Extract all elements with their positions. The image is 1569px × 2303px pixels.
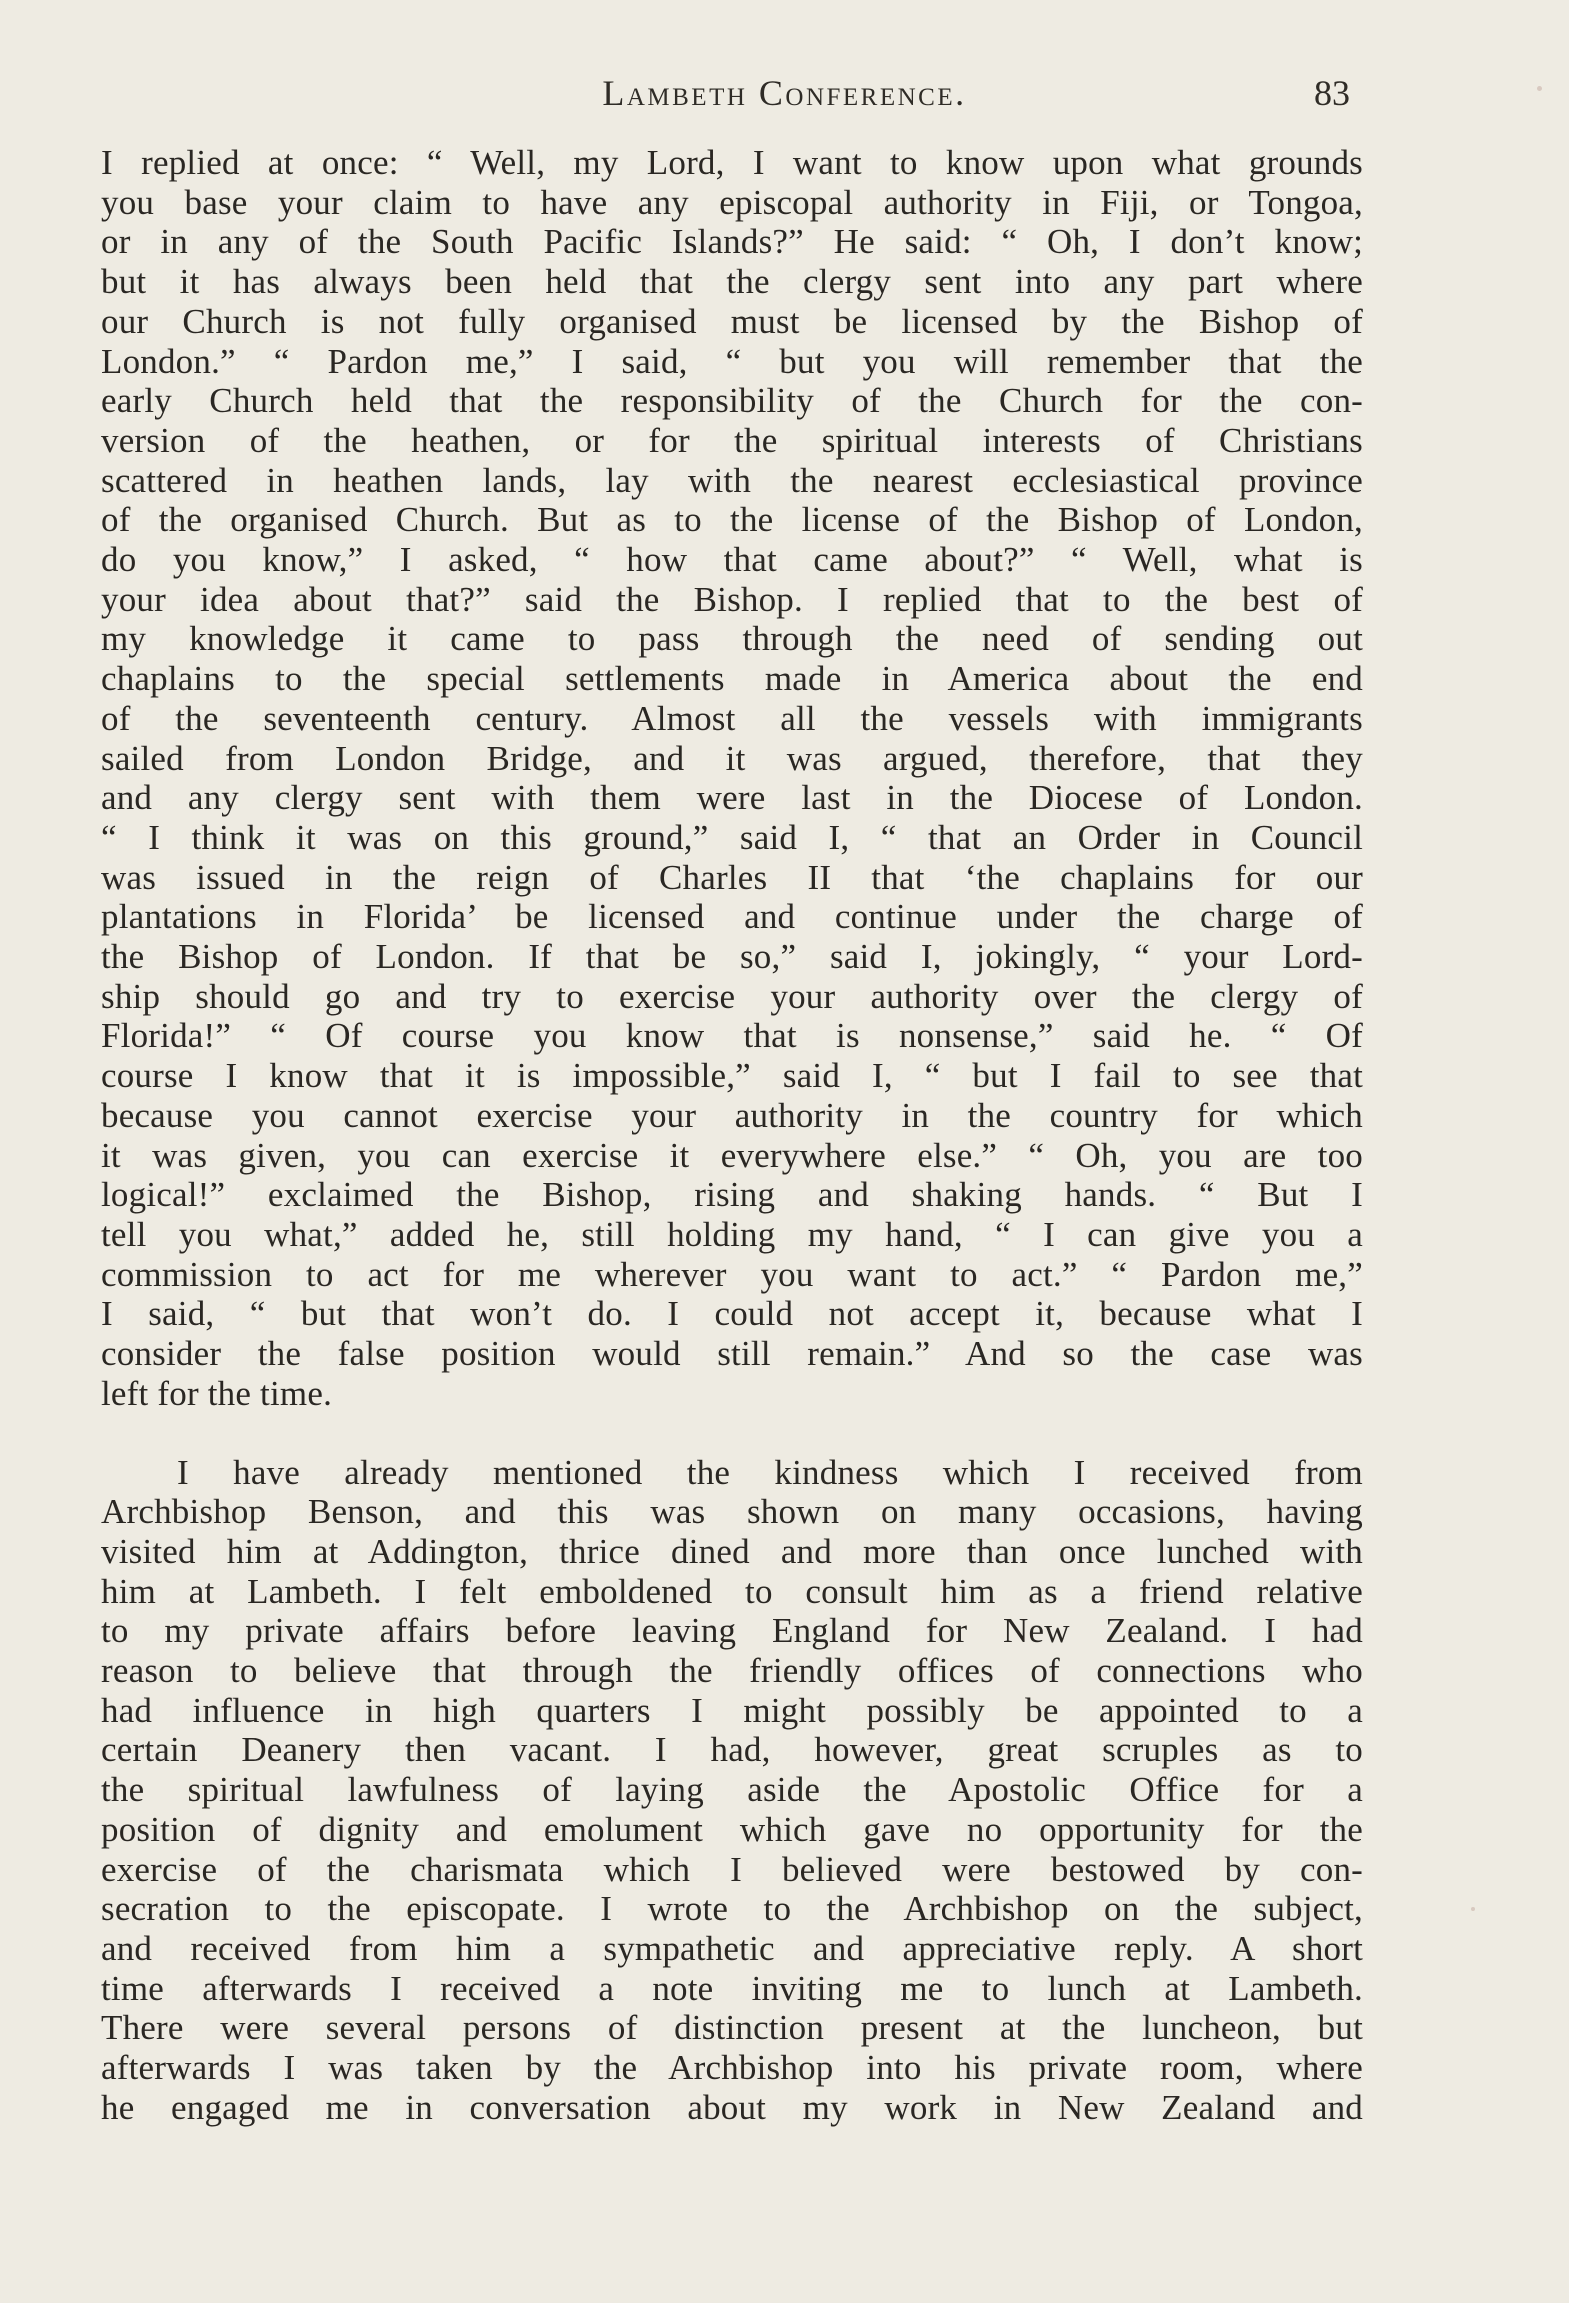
text-line: left for the time. [101, 1373, 333, 1413]
text-line: because you cannot exercise your authority in the country for which [101, 1095, 1363, 1135]
text-line: he engaged me in conversation about my work in New Zealand and [101, 2087, 1363, 2127]
text-line: logical!” exclaimed the Bishop, rising and shaking hands. “ But I [101, 1175, 1363, 1215]
text-line: I have already mentioned the kindness which I received from [177, 1452, 1363, 1492]
text-line: Archbishop Benson, and this was shown on many occasions, having [101, 1492, 1363, 1532]
text-line: our Church is not fully organised must be licensed by the Bishop of [101, 301, 1363, 341]
text-line: him at Lambeth. I felt emboldened to consult him as a friend relative [101, 1571, 1363, 1611]
text-line: time afterwards I received a note inviting me to lunch at Lambeth. [101, 1968, 1363, 2008]
paragraph-break [101, 1414, 1363, 1453]
running-title: Lambeth Conference. [602, 73, 967, 113]
text-line: Florida!” “ Of course you know that is nonsense,” said he. “ Of [101, 1016, 1363, 1056]
text-line: it was given, you can exercise it everywhere else.” “ Oh, you are too [101, 1135, 1363, 1175]
text-line: my knowledge it came to pass through the need of sending out [101, 619, 1363, 659]
text-line: secration to the episcopate. I wrote to the Archbishop on the subject, [101, 1889, 1363, 1929]
text-line: the Bishop of London. If that be so,” said I, jokingly, “ your Lord- [101, 937, 1363, 977]
paragraph-1 [101, 143, 1363, 1414]
text-line: I replied at once: “ Well, my Lord, I want to know upon what grounds [101, 143, 1363, 182]
text-line: your idea about that?” said the Bishop. I replied that to the best of [101, 579, 1363, 619]
text-line: of the organised Church. But as to the license of the Bishop of London, [101, 500, 1363, 540]
text-line: chaplains to the special settlements made in America about the end [101, 659, 1363, 699]
text-line: course I know that it is impossible,” said I, “ but I fail to see that [101, 1056, 1363, 1096]
text-line: London.” “ Pardon me,” I said, “ but you will remember that the [101, 341, 1363, 381]
text-line: position of dignity and emolument which gave no opportunity for the [101, 1809, 1363, 1849]
paragraph-2 [101, 1453, 1363, 2128]
text-line: commission to act for me wherever you want to act.” “ Pardon me,” [101, 1254, 1363, 1294]
text-line: I said, “ but that won’t do. I could not accept it, because what I [101, 1294, 1363, 1334]
text-line: the spiritual lawfulness of laying aside the Apostolic Office for a [101, 1770, 1363, 1810]
text-line: scattered in heathen lands, lay with the nearest ecclesiastical province [101, 460, 1363, 500]
text-line: ship should go and try to exercise your authority over the clergy of [101, 976, 1363, 1016]
text-line: There were several persons of distinction present at the luncheon, but [101, 2008, 1363, 2048]
text-line: early Church held that the responsibility of the Church for the con- [101, 381, 1363, 421]
text-line: tell you what,” added he, still holding my hand, “ I can give you a [101, 1214, 1363, 1254]
text-line: had influence in high quarters I might possibly be appointed to a [101, 1690, 1363, 1730]
text-line: visited him at Addington, thrice dined and more than once lunched with [101, 1531, 1363, 1571]
text-line: was issued in the reign of Charles II that ‘the chaplains for our [101, 857, 1363, 897]
text-line: consider the false position would still remain.” And so the case was [101, 1334, 1363, 1374]
running-head [0, 68, 1569, 118]
paper-speck [1537, 86, 1542, 91]
text-line: certain Deanery then vacant. I had, however, great scruples as to [101, 1730, 1363, 1770]
text-line: or in any of the South Pacific Islands?” He said: “ Oh, I don’t know; [101, 222, 1363, 262]
text-line: sailed from London Bridge, and it was argued, therefore, that they [101, 738, 1363, 778]
body-text [101, 143, 1363, 2127]
text-line: and received from him a sympathetic and appreciative reply. A short [101, 1928, 1363, 1968]
text-line: of the seventeenth century. Almost all the vessels with immigrants [101, 698, 1363, 738]
text-line: afterwards I was taken by the Archbishop into his private room, where [101, 2048, 1363, 2088]
text-line: do you know,” I asked, “ how that came about?” “ Well, what is [101, 540, 1363, 580]
page-number: 83 [1314, 73, 1350, 113]
text-line: and any clergy sent with them were last in the Diocese of London. [101, 778, 1363, 818]
text-line: to my private affairs before leaving England for New Zealand. I had [101, 1611, 1363, 1651]
text-line: you base your claim to have any episcopal authority in Fiji, or Tongoa, [101, 182, 1363, 222]
text-line: exercise of the charismata which I believed were bestowed by con- [101, 1849, 1363, 1889]
text-line: reason to believe that through the friendly offices of connections who [101, 1651, 1363, 1691]
text-line: version of the heathen, or for the spiritual interests of Christians [101, 420, 1363, 460]
paper-speck [1471, 1907, 1475, 1911]
text-line: plantations in Florida’ be licensed and continue under the charge of [101, 897, 1363, 937]
text-line: but it has always been held that the clergy sent into any part where [101, 262, 1363, 302]
text-line: “ I think it was on this ground,” said I, “ that an Order in Council [101, 817, 1363, 857]
